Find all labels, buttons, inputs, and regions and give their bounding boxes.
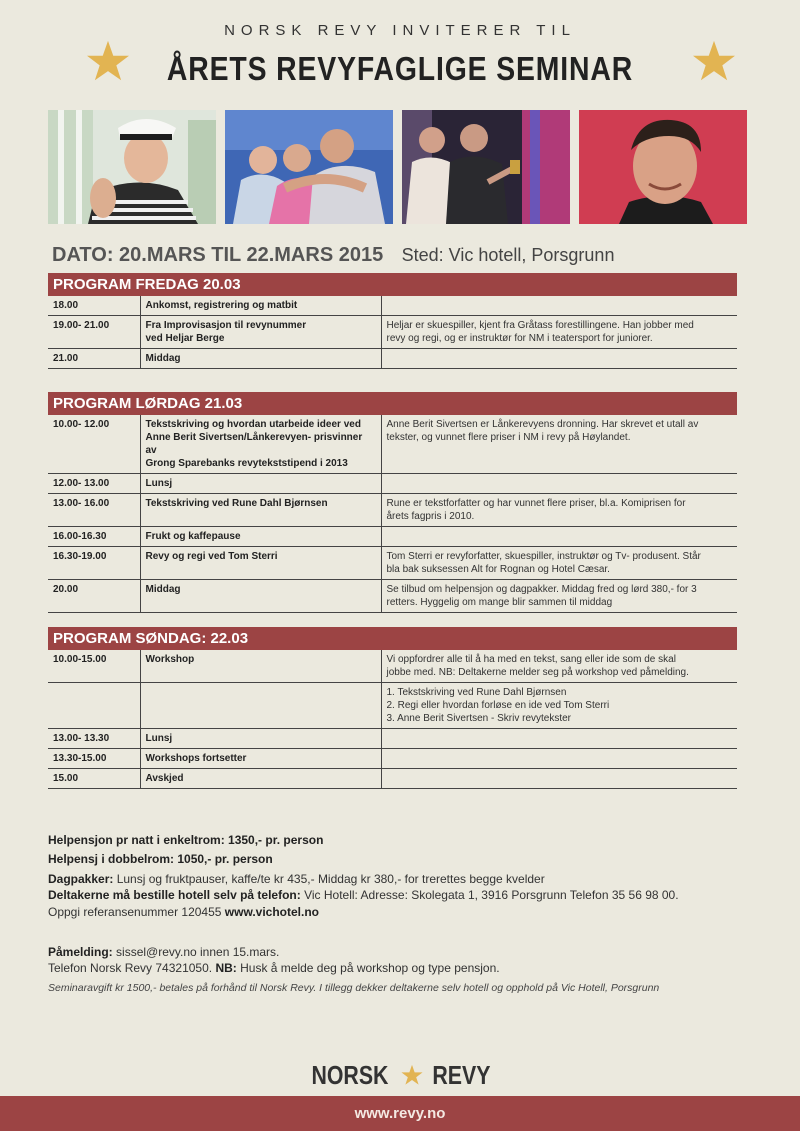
program-saturday (48, 392, 737, 613)
helpensjon-double: Helpensj i dobbelrom: 1050,- pr. person (48, 852, 273, 866)
event-date-place (52, 244, 614, 267)
row-activity (140, 650, 381, 683)
program-row (48, 580, 737, 613)
note-line: Vi oppfordrer alle til å ha med en tekst, sang eller ide som de skal (386, 654, 676, 665)
activity-line: Frukt og kaffepause (145, 531, 241, 542)
note-line: 2. Regi eller hvordan forløse en ide ved Tom Sterri (386, 700, 610, 711)
note-line: årets fagpris i 2010. (386, 511, 475, 522)
program-sunday (48, 627, 737, 789)
row-note (381, 580, 737, 613)
row-activity (140, 296, 381, 316)
note-line: 1. Tekstskriving ved Rune Dahl Bjørnsen (386, 687, 567, 698)
row-time: 16.00-16.30 (48, 527, 140, 547)
photo-portrait-man (579, 110, 747, 224)
activity-line: Avskjed (145, 773, 184, 784)
event-place: Sted: Vic hotell, Porsgrunn (401, 245, 615, 265)
row-note (381, 494, 737, 527)
program-row (48, 527, 737, 547)
activity-line: Tekstskriving og hvordan utarbeide ideer ved (145, 419, 361, 430)
program-row (48, 769, 737, 789)
fee-note: Seminaravgift kr 1500,- betales på forhånd til Norsk Revy. I tillegg dekker deltakerne selv hotell og opphold på Vic Hotell, Porsgrunn (48, 982, 660, 994)
note-line: Se tilbud om helpensjon og dagpakker. Middag fred og lørd 380,- for 3 (386, 584, 697, 595)
row-time: 13.00- 16.00 (48, 494, 140, 527)
activity-line: Tekstskriving ved Rune Dahl Bjørnsen (145, 498, 328, 509)
row-note (381, 749, 737, 769)
row-time: 13.30-15.00 (48, 749, 140, 769)
program-row (48, 474, 737, 494)
row-time: 12.00- 13.00 (48, 474, 140, 494)
reference-line: Oppgi referansenummer 120455 www.vichotel.no (48, 905, 320, 919)
section-header: PROGRAM SØNDAG: 22.03 (48, 627, 737, 650)
row-note (381, 729, 737, 749)
program-row (48, 547, 737, 580)
row-time: 15.00 (48, 769, 140, 789)
row-activity (140, 316, 381, 349)
row-note (381, 547, 737, 580)
activity-line: Workshop (145, 654, 195, 665)
row-time: 10.00- 12.00 (48, 415, 140, 474)
photo-sailor-performer (48, 110, 216, 224)
row-note (381, 316, 737, 349)
note-line: Rune er tekstforfatter og har vunnet flere priser, bl.a. Komiprisen for (386, 498, 686, 509)
note-line: tekster, og vunnet flere priser i NM i revy på Høylandet. (386, 432, 631, 443)
row-time: 18.00 (48, 296, 140, 316)
row-activity (140, 749, 381, 769)
row-time: 19.00- 21.00 (48, 316, 140, 349)
activity-line: Ankomst, registrering og matbit (145, 300, 298, 311)
row-time: 10.00-15.00 (48, 650, 140, 683)
row-activity (140, 580, 381, 613)
header-subtitle: NORSK REVY INVITERER TIL (224, 22, 576, 39)
row-time: 20.00 (48, 580, 140, 613)
note-line: Anne Berit Sivertsen er Lånkerevyens dronning. Har skrevet et utall av (386, 419, 699, 430)
note-line: 3. Anne Berit Sivertsen - Skriv revytekster (386, 713, 572, 724)
activity-line: ved Heljar Berge (145, 333, 225, 344)
note-line: jobbe med. NB: Deltakerne melder seg på workshop ved påmelding. (386, 667, 689, 678)
row-activity (140, 547, 381, 580)
row-activity (140, 683, 381, 729)
program-row (48, 316, 737, 349)
event-date: DATO: 20.MARS TIL 22.MARS 2015 (52, 244, 384, 266)
activity-line: Revy og regi ved Tom Sterri (145, 551, 278, 562)
program-friday (48, 273, 737, 369)
activity-line: Workshops fortsetter (145, 753, 247, 764)
row-note (381, 415, 737, 474)
photo-stage-performers (402, 110, 570, 224)
photo-hugging-trio (225, 110, 393, 224)
program-table (48, 296, 737, 369)
row-note (381, 527, 737, 547)
row-note (381, 769, 737, 789)
row-note (381, 650, 737, 683)
row-activity (140, 769, 381, 789)
program-row (48, 650, 737, 683)
page-title: ÅRETS REVYFAGLIGE SEMINAR (166, 50, 634, 87)
row-activity (140, 494, 381, 527)
program-table (48, 650, 737, 789)
row-activity (140, 527, 381, 547)
program-row (48, 729, 737, 749)
program-row (48, 296, 737, 316)
row-activity (140, 349, 381, 369)
row-time: 21.00 (48, 349, 140, 369)
registration-line: Påmelding: sissel@revy.no innen 15.mars. (48, 945, 280, 959)
star-icon (692, 40, 736, 82)
row-activity (140, 474, 381, 494)
logo-star-icon (401, 1062, 423, 1084)
note-line: bla bak suksessen Alt for Rognan og Hotel Cæsar. (386, 564, 610, 575)
dagpakker-line: Dagpakker: Lunsj og fruktpauser, kaffe/te kr 435,- Middag kr 380,- for trerettes begge kvelder (48, 872, 545, 886)
section-header: PROGRAM LØRDAG 21.03 (48, 392, 737, 415)
activity-line: Grong Sparebanks revytekststipend i 2013 (145, 458, 348, 469)
program-row (48, 494, 737, 527)
activity-line: Lunsj (145, 478, 173, 489)
row-note (381, 474, 737, 494)
row-note (381, 349, 737, 369)
phone-line: Telefon Norsk Revy 74321050. NB: Husk å melde deg på workshop og type pensjon. (48, 961, 500, 975)
section-header: PROGRAM FREDAG 20.03 (48, 273, 737, 296)
row-activity (140, 415, 381, 474)
row-note (381, 683, 737, 729)
note-line: Tom Sterri er revyforfatter, skuespiller, instruktør og Tv- produsent. Står (386, 551, 701, 562)
row-time: 16.30-19.00 (48, 547, 140, 580)
note-line: retters. Hyggelig om mange blir sammen til middag (386, 597, 613, 608)
row-note (381, 296, 737, 316)
row-activity (140, 729, 381, 749)
note-line: revy og regi, og er instruktør for NM i teatersport for juniorer. (386, 333, 653, 344)
activity-line: Middag (145, 584, 181, 595)
hotel-link[interactable]: www.vichotel.no (224, 905, 320, 919)
program-row (48, 749, 737, 769)
activity-line: Lunsj (145, 733, 173, 744)
hotel-line: Deltakerne må bestille hotell selv på telefon: Vic Hotell: Adresse: Skolegata 1, 3916 Porsgrunn Telefon 35 56 98 00. (48, 888, 679, 902)
row-time (48, 683, 140, 729)
activity-line: Middag (145, 353, 181, 364)
activity-line: Fra Improvisasjon til revynummer (145, 320, 307, 331)
helpensjon-single: Helpensjon pr natt i enkeltrom: 1350,- pr. person (48, 833, 324, 847)
row-time: 13.00- 13.30 (48, 729, 140, 749)
activity-line: Anne Berit Sivertsen/Lånkerevyen- prisvinner av (145, 432, 363, 456)
program-row (48, 683, 737, 729)
note-line: Heljar er skuespiller, kjent fra Gråtass forestillingene. Han jobber med (386, 320, 694, 331)
program-row (48, 415, 737, 474)
program-row (48, 349, 737, 369)
footer-url[interactable]: www.revy.no (0, 1096, 800, 1131)
program-table (48, 415, 737, 613)
norsk-revy-logo: NORSK REVY (311, 1060, 491, 1090)
